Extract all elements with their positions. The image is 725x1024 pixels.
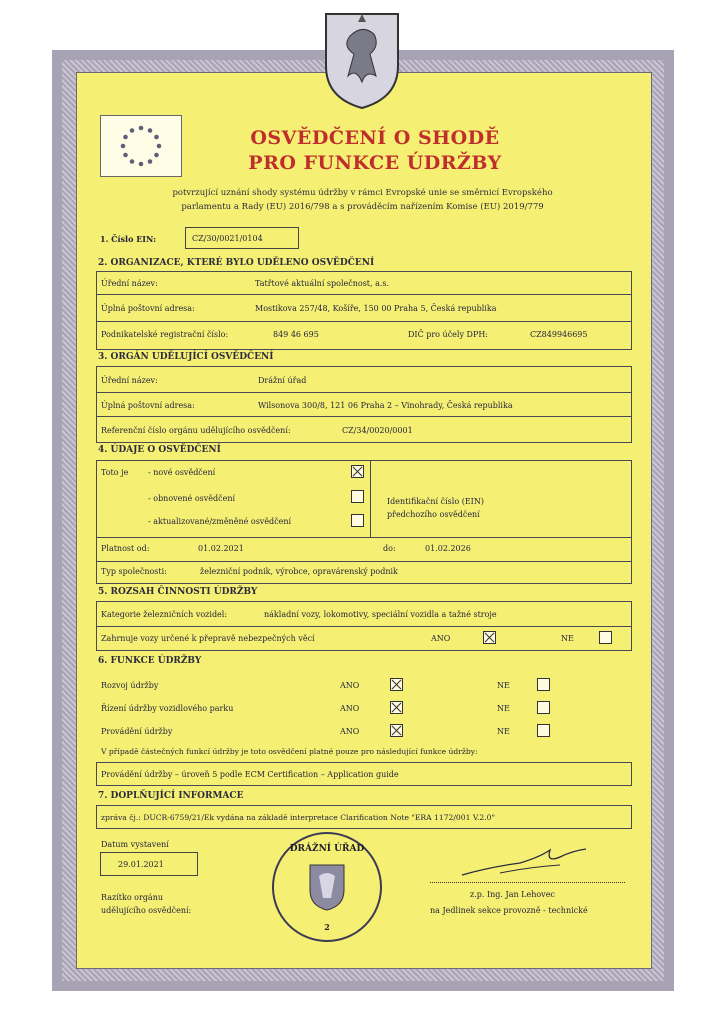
signature-mark bbox=[460, 845, 590, 885]
org-reg-value: 849 46 695 bbox=[273, 330, 319, 339]
section-6-title: 6. FUNKCE ÚDRŽBY bbox=[98, 656, 202, 666]
official-stamp bbox=[272, 832, 382, 942]
org-address-value: Mostikova 257/48, Košíře, 150 00 Praha 5, Česká republika bbox=[255, 304, 497, 313]
valid-to-label: do: bbox=[383, 544, 396, 553]
issue-date-value: 29.01.2021 bbox=[118, 860, 164, 869]
opt-updated-label: - aktualizované/změněné osvědčení bbox=[148, 517, 292, 526]
section-5-title: 5. ROZSAH ČINNOSTI ÚDRŽBY bbox=[98, 587, 258, 597]
function-ano: ANO bbox=[340, 727, 360, 736]
opt-new-checkbox[interactable] bbox=[351, 465, 364, 478]
function-ano-checkbox[interactable] bbox=[390, 724, 403, 737]
subtitle-line-1: potvrzující uznání shody systému údržby v rámci Evropské unie se směrnicí Evropského bbox=[172, 188, 553, 198]
org-name-label: Úřední název: bbox=[101, 279, 158, 288]
category-value: nákladní vozy, lokomotivy, speciální vozidla a tažné stroje bbox=[264, 610, 497, 619]
function-ne-checkbox[interactable] bbox=[537, 724, 550, 737]
org-address-label: Úplná poštovní adresa: bbox=[101, 304, 195, 313]
function-ne: NE bbox=[497, 681, 510, 690]
function-ano: ANO bbox=[340, 704, 360, 713]
function-ano-checkbox[interactable] bbox=[390, 678, 403, 691]
opt-new-label: - nové osvědčení bbox=[148, 468, 216, 477]
org-dic-value: CZ849946695 bbox=[530, 330, 588, 339]
authority-ref-label: Referenční číslo orgánu udělujícího osvědčení: bbox=[101, 426, 291, 435]
dangerous-goods-ne: NE bbox=[561, 634, 574, 643]
signer-role: na Jedlinek sekce provozně - technické bbox=[430, 906, 588, 915]
valid-from-label: Platnost od: bbox=[101, 544, 150, 553]
company-type-label: Typ společnosti: bbox=[101, 567, 167, 576]
czech-lion-crest-icon bbox=[320, 6, 404, 110]
opt-updated-checkbox[interactable] bbox=[351, 514, 364, 527]
function-ne-checkbox[interactable] bbox=[537, 701, 550, 714]
section-7-title: 7. DOPLŇUJÍCÍ INFORMACE bbox=[98, 791, 244, 801]
additional-info-value: zpráva čj.: DUCR-6759/21/Ek vydána na základě interpretace Clarification Note "ERA 1172/001 V.2.0" bbox=[101, 813, 495, 822]
dangerous-goods-ne-checkbox[interactable] bbox=[599, 631, 612, 644]
authority-stamp-label-1: Razítko orgánu bbox=[101, 893, 164, 902]
stamp-text: DRÁŽNÍ ÚŘAD bbox=[289, 844, 365, 854]
section-3-title: 3. ORGÁN UDĚLUJÍCÍ OSVĚDČENÍ bbox=[98, 352, 274, 362]
authority-name-label: Úřední název: bbox=[101, 376, 158, 385]
function-label: Provádění údržby bbox=[101, 727, 173, 736]
subtitle-line-2: parlamentu a Rady (EU) 2016/798 a s prováděcím nařízením Komise (EU) 2019/779 bbox=[181, 202, 544, 212]
opt-renewed-checkbox[interactable] bbox=[351, 490, 364, 503]
ein-label: 1. Číslo EIN: bbox=[100, 234, 157, 244]
partial-functions-value: Provádění údržby – úroveň 5 podle ECM Certification – Application guide bbox=[101, 770, 399, 779]
dangerous-goods-ano-checkbox[interactable] bbox=[483, 631, 496, 644]
authority-stamp-label-2: udělujícího osvědčení: bbox=[101, 906, 192, 915]
authority-ref-value: CZ/34/0020/0001 bbox=[342, 426, 413, 435]
authority-address-value: Wilsonova 300/8, 121 06 Praha 2 – Vinohrady, Česká republika bbox=[258, 401, 513, 410]
stamp-number: 2 bbox=[324, 922, 330, 932]
signer-name: z.p. Ing. Jan Lehovec bbox=[470, 890, 555, 899]
opt-renewed-label: - obnovené osvědčení bbox=[148, 494, 236, 503]
category-label: Kategorie železničních vozidel: bbox=[101, 610, 228, 619]
ein-value: CZ/30/0021/0104 bbox=[192, 234, 263, 243]
authority-address-label: Úplná poštovní adresa: bbox=[101, 401, 195, 410]
function-label: Řízení údržby vozidlového parku bbox=[101, 704, 234, 713]
partial-functions-note: V případě částečných funkcí údržby je toto osvědčení platné pouze pro následující funkce údržby: bbox=[101, 747, 478, 756]
section-2-title: 2. ORGANIZACE, KTERÉ BYLO UDĚLENO OSVĚDČENÍ bbox=[98, 258, 375, 268]
this-is-label: Toto je bbox=[101, 468, 129, 477]
function-ne-checkbox[interactable] bbox=[537, 678, 550, 691]
valid-to-value: 01.02.2026 bbox=[425, 544, 471, 553]
org-dic-label: DIČ pro účely DPH: bbox=[408, 330, 488, 339]
dangerous-goods-ano: ANO bbox=[431, 634, 451, 643]
dangerous-goods-label: Zahrnuje vozy určené k přepravě nebezpečných věcí bbox=[101, 634, 315, 643]
issue-date-label: Datum vystavení bbox=[101, 840, 169, 849]
title-line-2: PRO FUNKCE ÚDRŽBY bbox=[248, 152, 502, 174]
prev-ein-label-1: Identifikační číslo (EIN) bbox=[387, 497, 484, 506]
prev-ein-label-2: předchozího osvědčení bbox=[387, 510, 480, 519]
org-name-value: Tatřtové aktuální společnost, a.s. bbox=[255, 279, 390, 288]
function-label: Rozvoj údržby bbox=[101, 681, 159, 690]
function-ano: ANO bbox=[340, 681, 360, 690]
function-ne: NE bbox=[497, 704, 510, 713]
title-line-1: OSVĚDČENÍ O SHODĚ bbox=[250, 127, 500, 149]
org-reg-label: Podnikatelské registrační číslo: bbox=[101, 330, 229, 339]
authority-name-value: Drážní úřad bbox=[258, 376, 307, 385]
valid-from-value: 01.02.2021 bbox=[198, 544, 244, 553]
section-4-title: 4. ÚDAJE O OSVĚDČENÍ bbox=[98, 445, 221, 455]
function-ne: NE bbox=[497, 727, 510, 736]
function-ano-checkbox[interactable] bbox=[390, 701, 403, 714]
eu-flag-icon bbox=[100, 115, 182, 177]
section-5-box bbox=[96, 601, 632, 651]
company-type-value: železniční podnik, výrobce, opravárenský podnik bbox=[200, 567, 398, 576]
stamp-crest-icon bbox=[307, 862, 347, 912]
